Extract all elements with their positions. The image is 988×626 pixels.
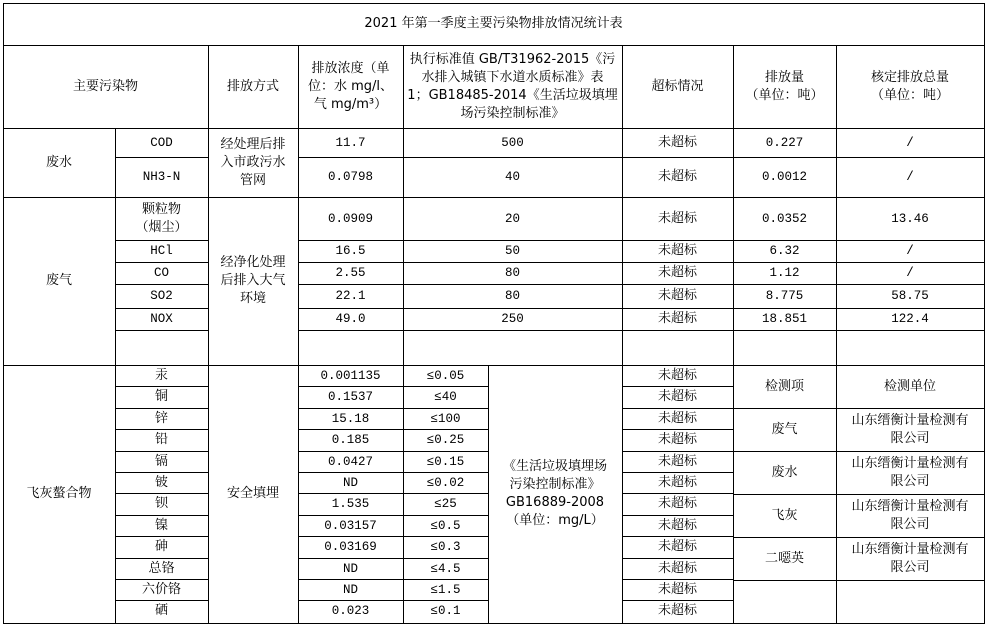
header-standard: 执行标准值 GB/T31962-2015《污 水排入城镇下水道水质标准》表 1；GB18485-2014《生活垃圾填埋 场污染控制标准》 [407, 51, 618, 121]
fly-ash-exceed: 未超标 [657, 539, 697, 554]
table-grid-line [3, 623, 985, 624]
fly-ash-item: 铜 [154, 389, 168, 404]
waste-gas-amount: 1.12 [769, 266, 800, 280]
wastewater-item: NH3-N [142, 170, 181, 184]
waste-gas-standard: 250 [501, 312, 524, 326]
waste-gas-exceed: 未超标 [657, 243, 697, 258]
fly-ash-item: 镉 [154, 453, 168, 469]
waste-gas-exceed: 未超标 [657, 311, 697, 326]
waste-gas-concentration: 0.0909 [327, 211, 373, 226]
waste-gas-exceed: 未超标 [657, 265, 697, 280]
table-grid-line [115, 330, 209, 331]
fly-ash-exceed: 未超标 [657, 517, 697, 533]
header-concentration: 排放浓度（单 位：水 mg/l、 气 mg/m³） [307, 60, 394, 112]
fly-ash-exceed: 未超标 [657, 581, 697, 597]
table-grid-line [298, 330, 985, 331]
monitor-unit: 山东缙衡计量检测有 限公司 [851, 412, 969, 446]
fly-ash-exceed: 未超标 [657, 389, 697, 404]
waste-gas-standard: 50 [504, 244, 520, 258]
wastewater-exceed: 未超标 [657, 169, 697, 184]
wastewater-item: COD [150, 135, 173, 150]
waste-gas-item: SO2 [150, 289, 173, 303]
fly-ash-item: 六价铬 [141, 581, 181, 597]
waste-gas-amount: 0.0352 [761, 211, 807, 226]
waste-gas-amount: 6.32 [769, 244, 800, 258]
fly-ash-limit: ≤0.5 [430, 518, 461, 533]
fly-ash-exceed: 未超标 [657, 474, 697, 490]
fly-ash-limit: ≤100 [430, 411, 461, 426]
fly-ash-item: 硒 [154, 603, 168, 618]
fly-ash-item: 铍 [154, 474, 168, 490]
fly-ash-concentration: 0.001135 [320, 368, 381, 383]
waste-gas-item: 颗粒物 （烟尘） [135, 201, 188, 235]
monitor-unit: 山东缙衡计量检测有 限公司 [851, 498, 969, 532]
fly-ash-concentration: ND [342, 475, 358, 490]
waste-gas-approved: 13.46 [891, 211, 929, 226]
fly-ash-limit: ≤0.3 [430, 540, 461, 554]
fly-ash-concentration: 0.03157 [324, 518, 377, 533]
fly-ash-concentration: ND [342, 582, 358, 597]
waste-gas-item: HCl [150, 244, 173, 258]
waste-gas-concentration: 16.5 [335, 244, 366, 258]
fly-ash-limit: ≤0.1 [430, 604, 461, 618]
waste-gas-approved: / [906, 266, 914, 280]
fly-ash-exceed: 未超标 [657, 496, 697, 511]
table-title: 2021 年第一季度主要污染物排放情况统计表 [364, 16, 623, 31]
waste-gas-concentration: 22.1 [335, 289, 366, 303]
header-approved: 核定排放总量 （单位：吨） [870, 69, 949, 103]
waste-gas-approved: 122.4 [891, 312, 929, 326]
wastewater-label: 废水 [45, 154, 72, 170]
waste-gas-standard: 80 [504, 266, 520, 280]
fly-ash-concentration: 1.535 [331, 497, 370, 511]
monitor-item: 废气 [771, 421, 798, 437]
fly-ash-limit: ≤4.5 [430, 561, 461, 576]
waste-gas-exceed: 未超标 [657, 288, 697, 303]
fly-ash-limit: ≤0.02 [426, 475, 465, 490]
waste-gas-approved: 58.75 [891, 289, 929, 303]
fly-ash-exceed: 未超标 [657, 432, 697, 447]
fly-ash-item: 铅 [154, 432, 168, 447]
wastewater-amount: 0.0012 [761, 170, 807, 184]
fly-ash-item: 总铬 [148, 560, 175, 576]
monitor-item: 二噁英 [764, 550, 804, 566]
monitor-header-unit: 检测单位 [883, 378, 936, 394]
fly-ash-limit: ≤0.25 [426, 433, 465, 447]
wastewater-exceed: 未超标 [657, 134, 697, 150]
fly-ash-limit: ≤0.15 [426, 454, 465, 469]
wastewater-concentration: 11.7 [335, 135, 366, 150]
fly-ash-exceed: 未超标 [657, 410, 697, 426]
waste-gas-concentration: 2.55 [335, 266, 366, 280]
fly-ash-exceed: 未超标 [657, 560, 697, 576]
fly-ash-limit: ≤1.5 [430, 582, 461, 597]
waste-gas-amount: 8.775 [765, 289, 804, 303]
fly-ash-concentration: 0.03169 [324, 540, 377, 554]
wastewater-standard: 40 [504, 170, 520, 184]
wastewater-method: 经处理后排 入市政污水 管网 [220, 136, 286, 188]
wastewater-amount: 0.227 [765, 135, 804, 150]
fly-ash-concentration: ND [342, 561, 358, 576]
fly-ash-concentration: 0.1537 [327, 390, 373, 404]
fly-ash-exceed: 未超标 [657, 603, 697, 618]
monitor-header-item: 检测项 [764, 378, 804, 394]
header-exceed: 超标情况 [651, 78, 704, 94]
fly-ash-limit: ≤0.05 [426, 368, 465, 383]
wastewater-concentration: 0.0798 [327, 170, 373, 184]
waste-gas-standard: 20 [504, 211, 520, 226]
waste-gas-exceed: 未超标 [657, 210, 697, 226]
header-method: 排放方式 [226, 78, 279, 94]
monitor-unit: 山东缙衡计量检测有 限公司 [851, 455, 969, 489]
fly-ash-label: 飞灰螯合物 [26, 486, 92, 501]
fly-ash-item: 镍 [154, 517, 168, 533]
fly-ash-concentration: 0.023 [331, 604, 370, 618]
fly-ash-concentration: 0.0427 [327, 454, 373, 469]
fly-ash-limit: ≤25 [434, 497, 457, 511]
table-grid-line [733, 580, 985, 581]
wastewater-standard: 500 [501, 135, 524, 150]
waste-gas-amount: 18.851 [761, 312, 807, 326]
monitor-item: 飞灰 [771, 507, 798, 523]
monitor-unit: 山东缙衡计量检测有 限公司 [851, 541, 969, 575]
waste-gas-concentration: 49.0 [335, 312, 366, 326]
fly-ash-concentration: 15.18 [331, 411, 370, 426]
fly-ash-standard-text: 《生活垃圾填埋场 污染控制标准》 GB16889-2008 （单位：mg/L） [502, 459, 607, 528]
fly-ash-disposal: 安全填埋 [226, 486, 279, 501]
fly-ash-item: 锌 [154, 410, 168, 426]
fly-ash-exceed: 未超标 [657, 453, 697, 469]
waste-gas-standard: 80 [504, 289, 520, 303]
fly-ash-limit: ≤40 [434, 390, 457, 404]
waste-gas-item: CO [153, 266, 169, 280]
waste-gas-item: NOX [150, 312, 173, 326]
fly-ash-item: 汞 [154, 367, 168, 383]
fly-ash-item: 钡 [154, 496, 168, 511]
waste-gas-method: 经净化处理 后排入大气 环境 [220, 255, 286, 306]
fly-ash-exceed: 未超标 [657, 367, 697, 383]
waste-gas-label: 废气 [45, 273, 72, 288]
wastewater-approved: / [906, 170, 914, 184]
header-pollutant: 主要污染物 [72, 78, 138, 94]
waste-gas-approved: / [906, 244, 914, 258]
wastewater-approved: / [906, 135, 914, 150]
fly-ash-concentration: 0.185 [331, 433, 370, 447]
table-grid-line [984, 3, 985, 624]
header-amount: 排放量 （单位：吨） [745, 69, 824, 103]
fly-ash-item: 砷 [154, 539, 168, 554]
monitor-item: 废水 [771, 464, 798, 480]
